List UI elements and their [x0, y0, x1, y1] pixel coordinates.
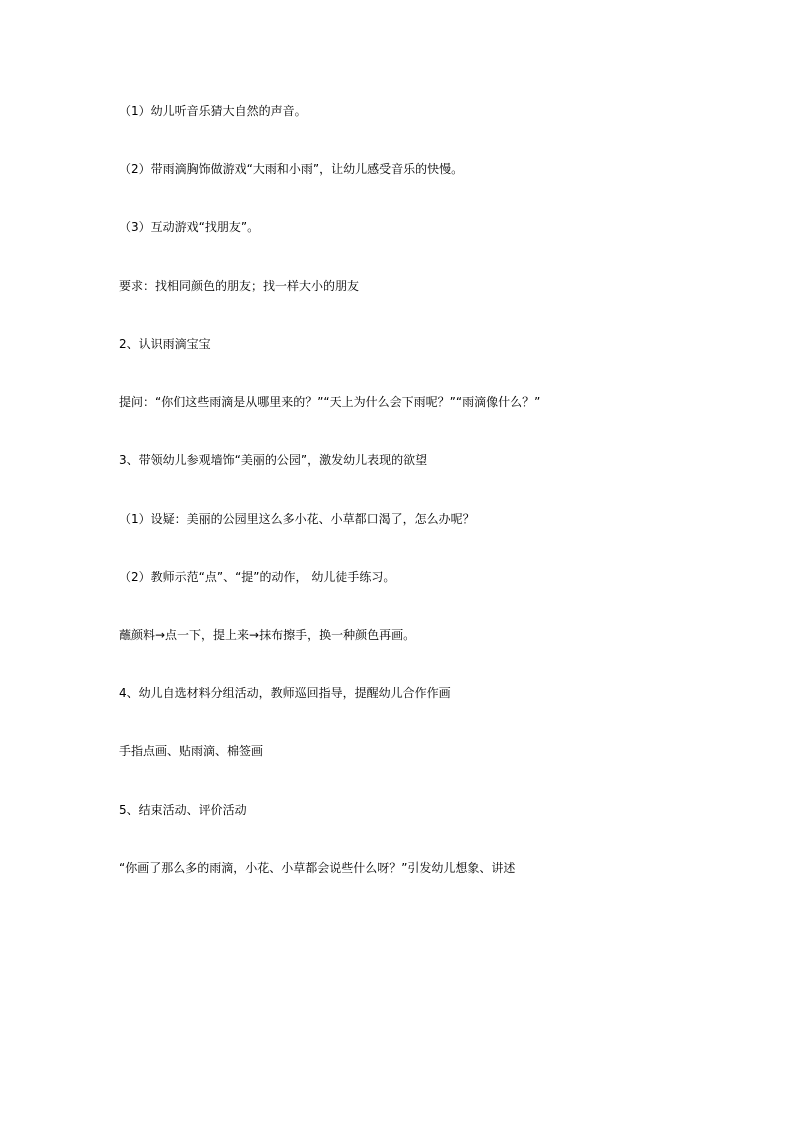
- paragraph-step-1-1: （1）幼儿听音乐猜大自然的声音。: [119, 104, 307, 118]
- paragraph-requirement: 要求：找相同颜色的朋友；找一样大小的朋友: [119, 279, 360, 293]
- heading-section-2: 2、认识雨滴宝宝: [119, 337, 211, 351]
- paragraph-procedure: 蘸颜料→点一下，提上来→抹布擦手，换一种颜色再画。: [119, 628, 416, 642]
- heading-section-3: 3、带领幼儿参观墙饰“美丽的公园”，激发幼儿表现的欲望: [119, 453, 428, 467]
- paragraph-step-3-1: （1）设疑：美丽的公园里这么多小花、小草都口渴了，怎么办呢？: [119, 512, 475, 526]
- paragraph-questions: 提问：“你们这些雨滴是从哪里来的？”“天上为什么会下雨呢？”“雨滴像什么？”: [119, 395, 541, 409]
- paragraph-materials: 手指点画、贴雨滴、棉签画: [119, 744, 264, 758]
- paragraph-step-1-3: （3）互动游戏“找朋友”。: [119, 220, 260, 234]
- heading-section-4: 4、幼儿自选材料分组活动，教师巡回指导，提醒幼儿合作作画: [119, 686, 451, 700]
- paragraph-step-1-2: （2）带雨滴胸饰做游戏“大雨和小雨”，让幼儿感受音乐的快慢。: [119, 162, 464, 176]
- heading-section-5: 5、结束活动、评价活动: [119, 803, 247, 817]
- paragraph-step-3-2: （2）教师示范“点”、“提”的动作， 幼儿徒手练习。: [119, 570, 396, 584]
- paragraph-closing-question: “你画了那么多的雨滴，小花、小草都会说些什么呀？”引发幼儿想象、讲述: [119, 861, 516, 875]
